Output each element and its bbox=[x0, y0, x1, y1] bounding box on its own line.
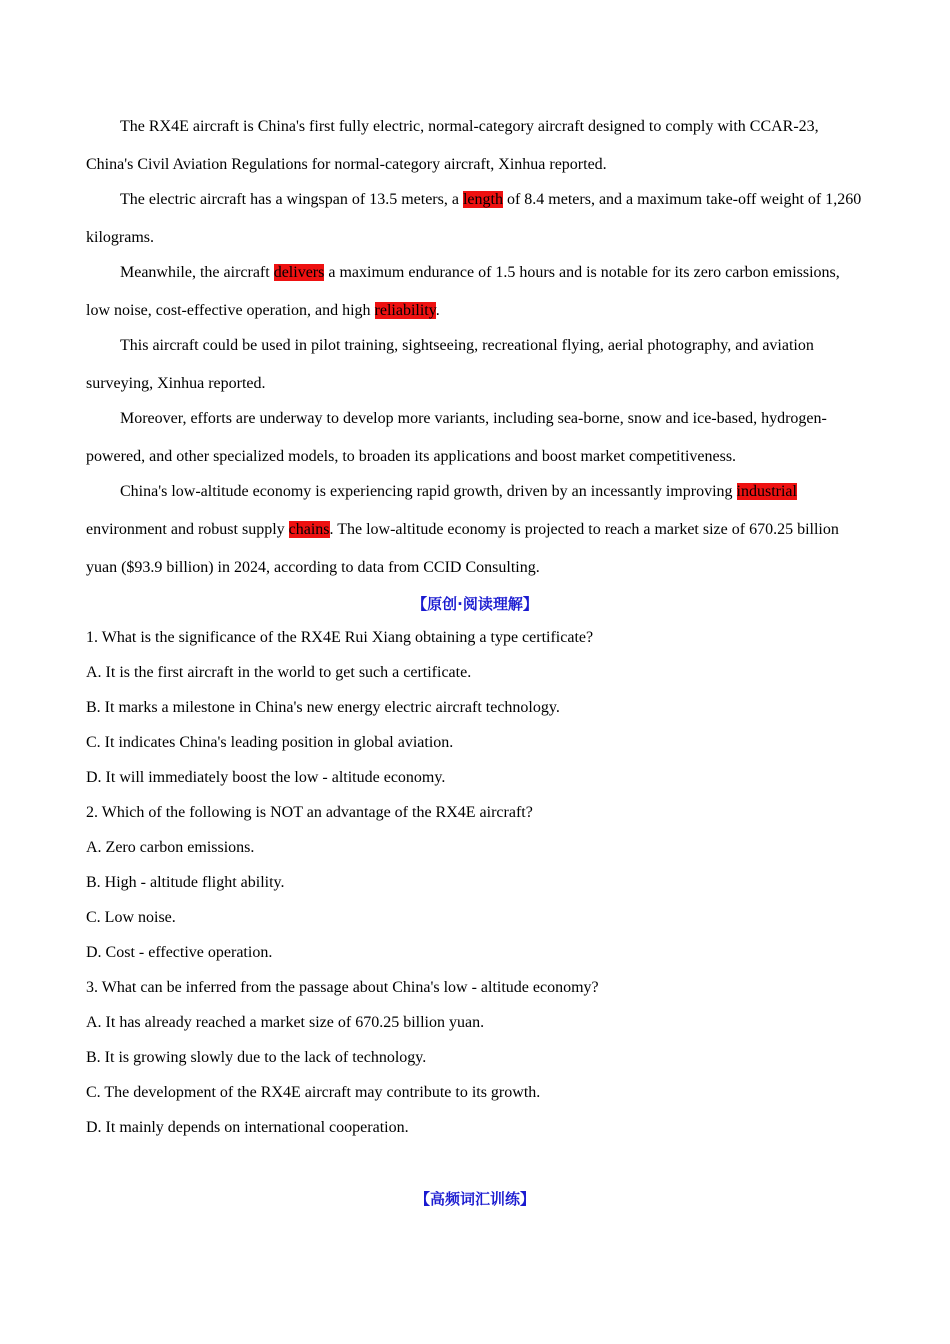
passage-paragraph-1: The RX4E aircraft is China's first fully electric, normal-category aircraft designed to comply with CCAR-23, China's Civil Aviation Regulations for normal-category aircraft, Xinhua reported. bbox=[86, 118, 819, 173]
highlighted-word: length bbox=[462, 191, 503, 208]
question-3-option-a: A. It has already reached a market size of 670.25 billion yuan. bbox=[86, 1014, 485, 1031]
question-1-option-b: B. It marks a milestone in China's new energy electric aircraft technology. bbox=[86, 699, 560, 716]
passage-paragraph-2: The electric aircraft has a wingspan of 13.5 meters, a length of 8.4 meters, and a maximum take-off weight of 1,260 kilograms. bbox=[86, 191, 862, 246]
question-1-option-a: A. It is the first aircraft in the world to get such a certificate. bbox=[86, 664, 472, 681]
passage-paragraph-4: This aircraft could be used in pilot training, sightseeing, recreational flying, aerial photography, and aviation surveying, Xinhua reported. bbox=[86, 337, 814, 392]
section-heading-reading: 【原创·阅读理解】 bbox=[412, 595, 538, 613]
question-3-option-c: C. The development of the RX4E aircraft may contribute to its growth. bbox=[86, 1084, 541, 1101]
passage-paragraph-6: China's low-altitude economy is experiencing rapid growth, driven by an incessantly improving industrial environment and robust supply chains. The low-altitude economy is projected to reach a market size of 670.25 billion yuan ($93.9 billion) in 2024, according to data from CCID Consulting. bbox=[86, 483, 839, 576]
question-3-option-b: B. It is growing slowly due to the lack of technology. bbox=[86, 1049, 427, 1066]
highlighted-word: reliability bbox=[374, 302, 436, 319]
section-heading-vocabulary: 【高频词汇训练】 bbox=[414, 1190, 535, 1208]
highlighted-word: delivers bbox=[273, 264, 325, 281]
question-2-option-d: D. Cost - effective operation. bbox=[86, 944, 273, 961]
question-2-option-a: A. Zero carbon emissions. bbox=[86, 839, 255, 856]
highlighted-word: industrial bbox=[736, 483, 797, 500]
highlighted-word: chains bbox=[288, 521, 330, 538]
question-1-option-c: C. It indicates China's leading position in global aviation. bbox=[86, 734, 454, 751]
question-2-option-b: B. High - altitude flight ability. bbox=[86, 874, 285, 891]
passage-paragraph-3: Meanwhile, the aircraft delivers a maximum endurance of 1.5 hours and is notable for its zero carbon emissions, low noise, cost-effective operation, and high reliability. bbox=[86, 264, 840, 319]
question-3-stem: 3. What can be inferred from the passage about China's low - altitude economy? bbox=[86, 979, 599, 996]
question-1-option-d: D. It will immediately boost the low - altitude economy. bbox=[86, 769, 446, 786]
question-2-stem: 2. Which of the following is NOT an advantage of the RX4E aircraft? bbox=[86, 804, 533, 821]
question-3-option-d: D. It mainly depends on international cooperation. bbox=[86, 1119, 409, 1136]
passage-paragraph-5: Moreover, efforts are underway to develop more variants, including sea-borne, snow and ice-based, hydrogen-powered, and other specialized models, to broaden its applications and boost market competitiveness. bbox=[86, 410, 827, 465]
question-2-option-c: C. Low noise. bbox=[86, 909, 176, 926]
question-1-stem: 1. What is the significance of the RX4E Rui Xiang obtaining a type certificate? bbox=[86, 629, 594, 646]
